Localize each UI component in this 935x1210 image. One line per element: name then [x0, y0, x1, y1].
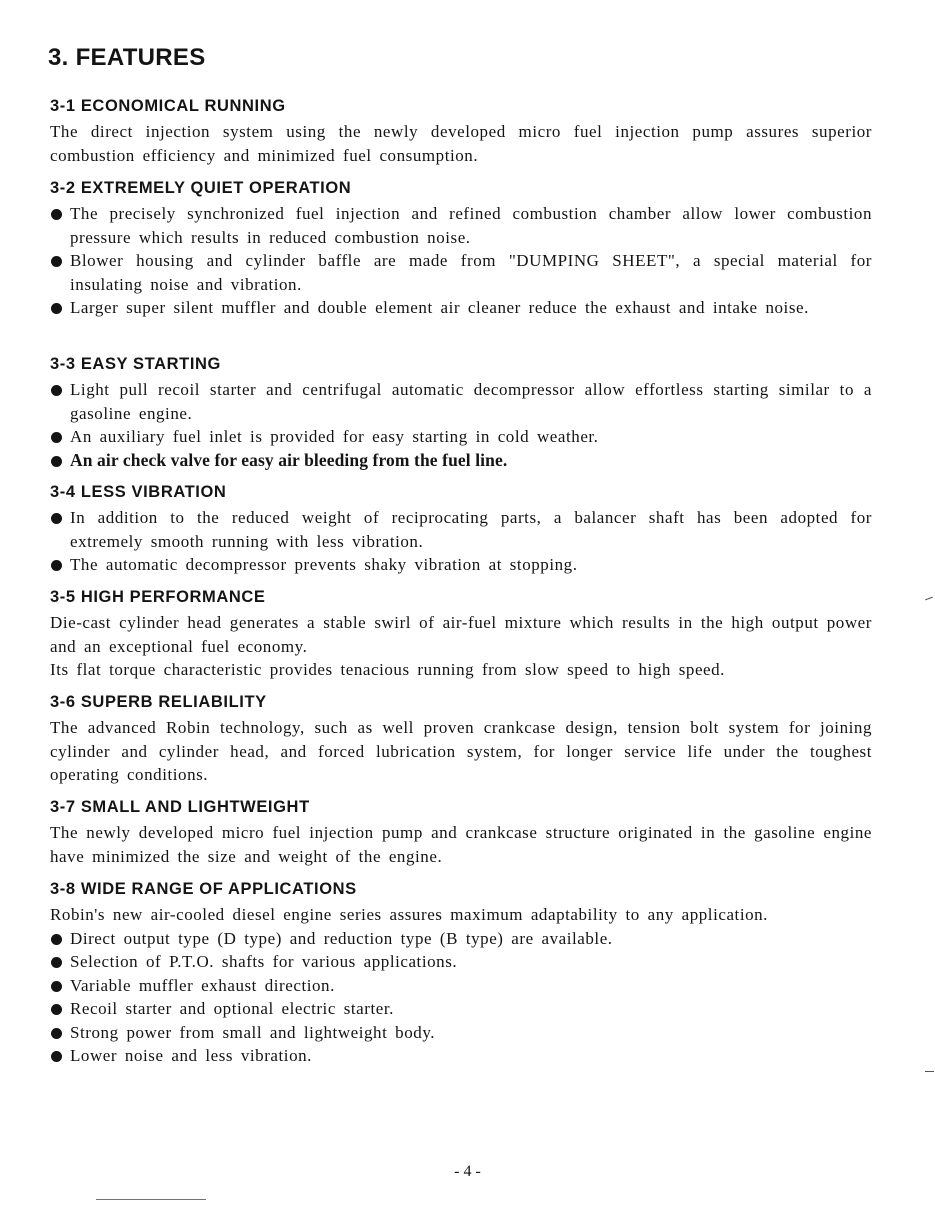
section-paragraph: Robin's new air-cooled diesel engine series assures maximum adaptability to any application. — [50, 905, 768, 924]
scan-mark — [925, 1071, 934, 1072]
bullet-item: Direct output type (D type) and reduction type (B type) are available. — [50, 927, 872, 951]
bullet-item: Larger super silent muffler and double element air cleaner reduce the exhaust and intake noise. — [50, 296, 872, 320]
section-heading: 3-2 EXTREMELY QUIET OPERATION — [50, 179, 352, 197]
bullet-item: The precisely synchronized fuel injection and refined combustion chamber allow lower combustion pressure which results in reduced combustion noise. — [50, 202, 872, 249]
bullet-item: An air check valve for easy air bleeding from the fuel line. — [50, 449, 872, 473]
section-heading: 3-3 EASY STARTING — [50, 355, 221, 373]
section-superb-reliability — [50, 692, 872, 787]
section-heading: 3-4 LESS VIBRATION — [50, 483, 227, 501]
scan-mark — [925, 597, 933, 601]
bullet-item: Selection of P.T.O. shafts for various applications. — [50, 950, 872, 974]
section-heading: 3-5 HIGH PERFORMANCE — [50, 588, 266, 606]
section-paragraph: Die-cast cylinder head generates a stable swirl of air-fuel mixture which results in the high output power and an exceptional fuel economy. — [50, 613, 872, 656]
page-title: 3. FEATURES — [48, 44, 206, 71]
bullet-item: An auxiliary fuel inlet is provided for easy starting in cold weather. — [50, 425, 872, 449]
bullet-item: Strong power from small and lightweight body. — [50, 1021, 872, 1045]
section-easy-starting — [50, 354, 872, 472]
bullet-item: Light pull recoil starter and centrifugal automatic decompressor allow effortless starting similar to a gasoline engine. — [50, 378, 872, 425]
section-paragraph: Its flat torque characteristic provides tenacious running from slow speed to high speed. — [50, 660, 725, 679]
section-heading: 3-7 SMALL AND LIGHTWEIGHT — [50, 798, 310, 816]
section-heading: 3-6 SUPERB RELIABILITY — [50, 693, 267, 711]
bullet-item: Recoil starter and optional electric starter. — [50, 997, 872, 1021]
section-paragraph: The direct injection system using the newly developed micro fuel injection pump assures superior combustion efficiency and minimized fuel consumption. — [50, 122, 872, 165]
section-heading: 3-1 ECONOMICAL RUNNING — [50, 97, 286, 115]
section-small-lightweight — [50, 797, 872, 868]
section-heading: 3-8 WIDE RANGE OF APPLICATIONS — [50, 880, 357, 898]
section-less-vibration — [50, 482, 872, 577]
footer-rule — [96, 1199, 206, 1200]
section-quiet-operation — [50, 178, 872, 320]
section-wide-range-applications — [50, 879, 872, 1068]
bullet-item: Lower noise and less vibration. — [50, 1044, 872, 1068]
section-high-performance — [50, 587, 872, 682]
bullet-item: In addition to the reduced weight of reciprocating parts, a balancer shaft has been adopted for extremely smooth running with less vibration. — [50, 506, 872, 553]
bullet-item: Blower housing and cylinder baffle are made from "DUMPING SHEET", a special material for insulating noise and vibration. — [50, 249, 872, 296]
section-economical-running — [50, 96, 872, 167]
section-paragraph: The advanced Robin technology, such as well proven crankcase design, tension bolt system for joining cylinder and cylinder head, and forced lubrication system, for longer service life under the toughest operating conditions. — [50, 718, 872, 784]
bullet-item: Variable muffler exhaust direction. — [50, 974, 872, 998]
page-number: - 4 - — [454, 1163, 481, 1180]
section-paragraph: The newly developed micro fuel injection pump and crankcase structure originated in the gasoline engine have minimized the size and weight of the engine. — [50, 823, 872, 866]
bullet-item: The automatic decompressor prevents shaky vibration at stopping. — [50, 553, 872, 577]
